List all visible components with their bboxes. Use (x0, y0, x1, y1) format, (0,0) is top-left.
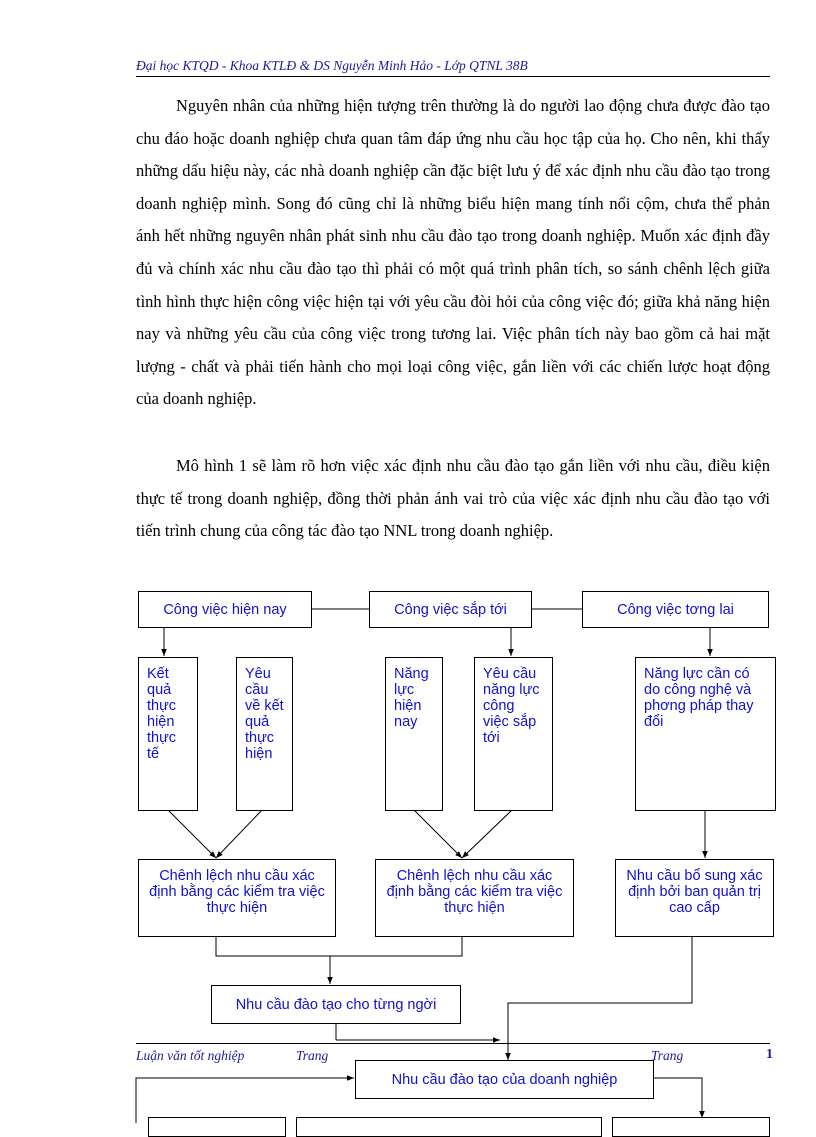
box-supplementary-need: Nhu cầu bổ sung xác định bởi ban quản trị cao cấp (615, 859, 774, 937)
box-gap-1: Chênh lệch nhu cầu xác định bằng các kiểm tra việc thực hiện (138, 859, 336, 937)
footer-trang-1: Trang (296, 1048, 329, 1063)
box-bottom-1 (148, 1117, 286, 1137)
arrow-gap3-to-enterprise (508, 936, 692, 1060)
footer-trang-2: Trang (651, 1048, 684, 1063)
box-future-job: Công việc tơng lai (582, 591, 769, 628)
arrow-mid4-gap2 (462, 810, 512, 858)
footer-title: Luận văn tốt nghiệp (136, 1048, 245, 1063)
box-upcoming-ability: Yêu cầu năng lực công việc sắp tới (474, 657, 553, 811)
box-bottom-2 (296, 1117, 602, 1137)
paragraph-1-text: Nguyên nhân của những hiện tượng trên thường là do người lao động chưa được đào tạo chu đáo hoặc doanh nghiệp chưa quan tâm đáp ứng nhu cầu học tập của họ. Cho nên, khi thấy những dấu hiệu này, các nhà doanh nghiệp cần đặc biệt lưu ý để xác định nhu cầu đào tạo trong doanh nghiệp mình. Song đó cũng chỉ là những biểu hiện mang tính nổi cộm, chưa thể phản ánh hết những nguyên nhân phát sinh nhu cầu đào tạo trong doanh nghiệp. Muốn xác định đầy đủ và chính xác nhu cầu đào tạo thì phải có một quá trình phân tích, so sánh chênh lệch giữa tình hình thực hiện công việc hiện tại với yêu cầu đòi hỏi của công việc đó; giữa khả năng hiện nay và những yêu cầu của công việc trong tương lai. Việc phân tích này bao gồm cả hai mặt lượng - chất và phải tiến hành cho mọi loại công việc, gắn liền với các chiến lược hoạt động của doanh nghiệp. (136, 96, 770, 409)
arrow-mid2-gap1 (216, 810, 262, 858)
box-current-job: Công việc hiện nay (138, 591, 312, 628)
arrow-mid1-gap1 (168, 810, 216, 858)
box-current-ability: Năng lực hiện nay (385, 657, 443, 811)
box-actual-results: Kết quả thực hiện thực tế (138, 657, 198, 811)
paragraph-2-text: Mô hình 1 sẽ làm rõ hơn việc xác định nhu cầu đào tạo gắn liền với nhu cầu, điều kiện thực tế trong doanh nghiệp, đồng thời phản ánh vai trò của việc xác định nhu cầu đào tạo với tiến trình chung của công tác đào tạo NNL trong doanh nghiệp. (136, 456, 770, 541)
box-required-results: Yêu cầu về kết quả thực hiện (236, 657, 293, 811)
arrow-mid3-gap2 (414, 810, 462, 858)
connector-gaps-merge (216, 936, 462, 956)
page-number: 1 (766, 1047, 773, 1062)
box-needed-ability: Năng lực cần có do công nghệ và phơng pháp thay đổi (635, 657, 776, 811)
box-enterprise-need: Nhu cầu đào tạo của doanh nghiệp (355, 1060, 654, 1099)
page-header: Đại học KTQD - Khoa KTLĐ & DS Nguyễn Minh Hảo - Lớp QTNL 38B (136, 58, 770, 77)
box-gap-2: Chênh lệch nhu cầu xác định bằng các kiểm tra việc thực hiện (375, 859, 574, 937)
footer-rule (136, 1043, 770, 1044)
arrow-enterprise-down (654, 1078, 702, 1118)
box-upcoming-job: Công việc sắp tới (369, 591, 532, 628)
box-bottom-3 (612, 1117, 770, 1137)
box-individual-need: Nhu cầu đào tạo cho từng ngời (211, 985, 461, 1024)
